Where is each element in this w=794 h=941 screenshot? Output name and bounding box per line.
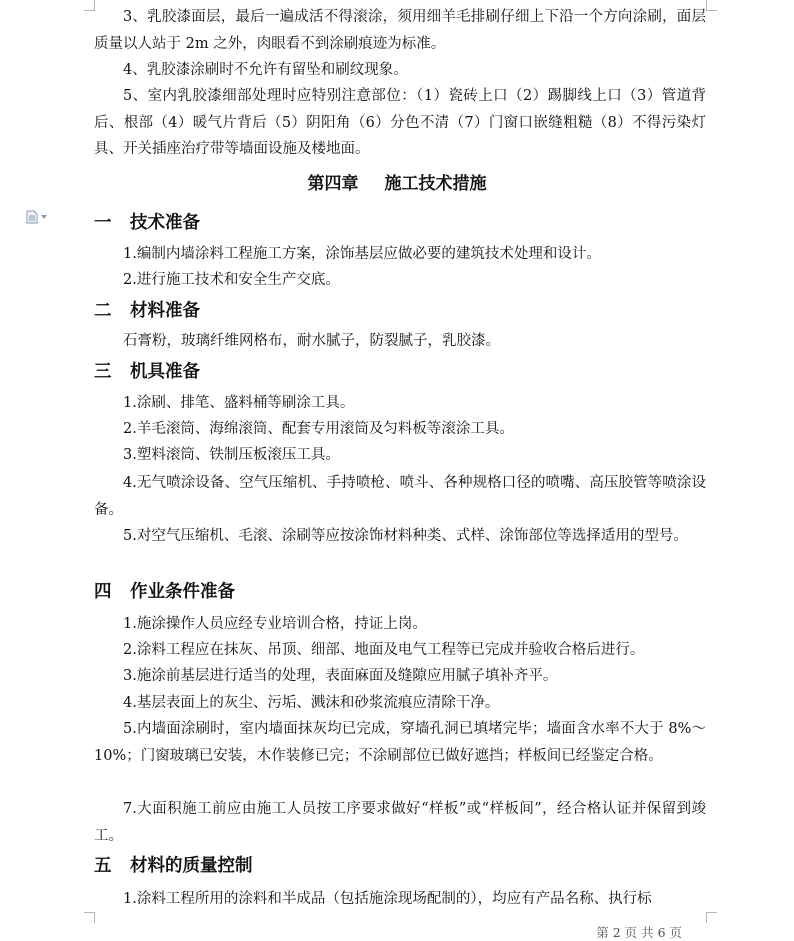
list-item: 4.基层表面上的灰尘、污垢、溅沫和砂浆流痕应清除干净。 — [123, 695, 500, 711]
list-item: 石膏粉，玻璃纤维网格布，耐水腻子，防裂腻子，乳胶漆。 — [123, 333, 500, 349]
chapter-name: 施工技术措施 — [384, 174, 487, 194]
corner-mark-top-right — [706, 0, 717, 11]
section-number: 一 — [94, 213, 112, 233]
section-number: 三 — [94, 362, 112, 382]
list-item: 5.对空气压缩机、毛滚、涂刷等应按涂饰材料种类、式样、涂饰部位等选择适用的型号。 — [123, 528, 688, 544]
document-outline-icon — [26, 210, 38, 224]
body-paragraph: 5、室内乳胶漆细部处理时应特别注意部位：（1）瓷砖上口（2）踢脚线上口（3）管道背后、根部（4）暖气片背后（5）阴阳角（6）分色不清（7）门窗口嵌缝粗糙（8）不得污染灯具、开关插座治疗带等墙面设施及楼地面。 — [94, 88, 706, 157]
chapter-number: 第四章 — [307, 174, 359, 194]
corner-mark-bottom-left — [84, 912, 95, 923]
section-heading — [94, 854, 253, 878]
section-heading — [94, 211, 200, 235]
body-paragraph: 4、乳胶漆涂刷时不允许有留坠和刷纹现象。 — [123, 62, 408, 78]
list-item: 2.涂料工程应在抹灰、吊顶、细部、地面及电气工程等已完成并验收合格后进行。 — [123, 642, 645, 658]
section-title: 机具准备 — [130, 362, 200, 382]
list-item: 5.内墙面涂刷时，室内墙面抹灰均已完成，穿墙孔洞已填堵完毕；墙面含水率不大于 8%～10%；门窗玻璃已安装，木作装修已完；不涂刷部位已做好遮挡；样板间已经鉴定合格。 — [94, 721, 706, 764]
page-number-footer: 第 2 页 共 6 页 — [596, 925, 682, 940]
body-paragraph: 3、乳胶漆面层，最后一遍成活不得滚涂，须用细羊毛排刷仔细上下沿一个方向涂刷，面层质量以人站于 2m 之外，肉眼看不到涂刷痕迹为标准。 — [94, 9, 706, 52]
section-title: 作业条件准备 — [130, 582, 235, 602]
list-item: 3.塑料滚筒、铁制压板滚压工具。 — [123, 447, 340, 463]
list-item: 7.大面积施工前应由施工人员按工序要求做好“样板”或“样板间”，经合格认证并保留到竣工。 — [94, 801, 706, 844]
list-item: 1.施涂操作人员应经专业培训合格，持证上岗。 — [123, 616, 427, 632]
margin-marker[interactable] — [26, 210, 47, 224]
list-item: 1.涂刷、排笔、盛料桶等刷涂工具。 — [123, 395, 355, 411]
chevron-down-icon — [41, 215, 47, 219]
list-item: 2.进行施工技术和安全生产交底。 — [123, 272, 340, 288]
section-heading — [94, 580, 235, 604]
section-number: 五 — [94, 856, 112, 876]
section-heading — [94, 360, 200, 384]
section-heading — [94, 299, 200, 323]
list-item: 2.羊毛滚筒、海绵滚筒、配套专用滚筒及匀料板等滚涂工具。 — [123, 421, 514, 437]
list-item: 1.编制内墙涂料工程施工方案，涂饰基层应做必要的建筑技术处理和设计。 — [123, 246, 601, 262]
section-title: 技术准备 — [130, 213, 200, 233]
section-title: 材料准备 — [130, 301, 200, 321]
list-item: 4.无气喷涂设备、空气压缩机、手持喷枪、喷斗、各种规格口径的喷嘴、高压胶管等喷涂设备。 — [94, 475, 706, 518]
list-item: 1.涂料工程所用的涂料和半成品（包括施涂现场配制的），均应有产品名称、执行标 — [123, 891, 652, 907]
section-number: 四 — [94, 582, 112, 602]
chapter-title — [0, 172, 794, 196]
section-number: 二 — [94, 301, 112, 321]
section-title: 材料的质量控制 — [130, 856, 253, 876]
corner-mark-bottom-right — [706, 912, 717, 923]
list-item: 3.施涂前基层进行适当的处理，表面麻面及缝隙应用腻子填补齐平。 — [123, 668, 558, 684]
